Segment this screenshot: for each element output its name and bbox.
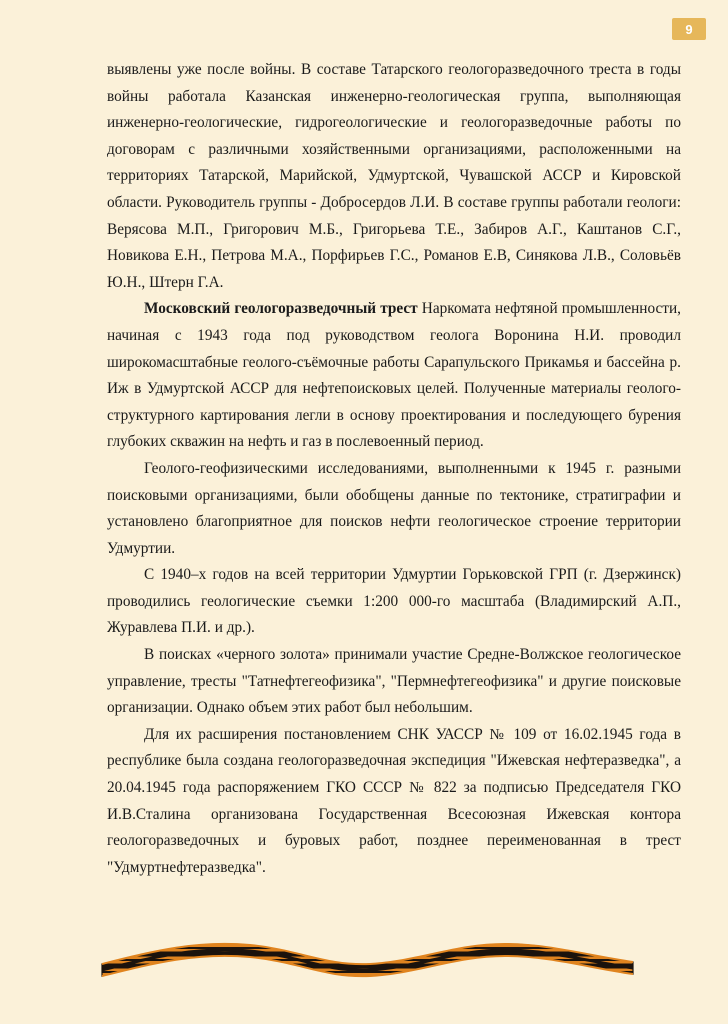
st-george-ribbon-decoration xyxy=(100,930,635,978)
paragraph-4: С 1940–х годов на всей территории Удмуртии Горьковской ГРП (г. Дзержинск) проводились геологические съемки 1:200 000-го масштаба (Владимирский А.П., Журавлева П.И. и др.). xyxy=(107,566,681,637)
paragraph-3: Геолого-геофизическими исследованиями, выполненными к 1945 г. разными поисковыми организациями, были обобщены данные по тектонике, стратиграфии и установлено благоприятное для поисков нефти геологическое строение территории Удмуртии. xyxy=(107,459,681,557)
document-body xyxy=(107,57,681,881)
paragraph-2 xyxy=(107,296,681,456)
paragraph-2-bold: Московский геологоразведочный трест xyxy=(144,300,418,318)
paragraph-1: выявлены уже после войны. В составе Татарского геологоразведочного треста в годы войны работала Казанская инженерно-геологическая группа, выполняющая инженерно-геологические, гидрогеологические и геологоразведочные работы по договорам с различными хозяйственными организациями, расположенными на территориях Татарской, Марийской, Удмуртской, Чувашской АССР и Кировской области. Руководитель группы - Добросердов Л.И. В составе группы работали геологи: Верясова М.П., Григорович М.Б., Григорьева Т.Е., Забиров А.Г., Каштанов С.Г., Новикова Е.Н., Петрова М.А., Порфирьев Г.С., Романов Е.В, Синякова Л.В., Соловьёв Ю.Н., Штерн Г.А. xyxy=(107,61,681,291)
page-number: 9 xyxy=(672,18,706,40)
paragraph-5: В поисках «черного золота» принимали участие Средне-Волжское геологическое управление, тресты "Татнефтегеофизика", "Пермнефтегеофизика" и другие поисковые организации. Однако объем этих работ был небольшим. xyxy=(107,646,681,717)
paragraph-2-text: Наркомата нефтяной промышленности, начиная с 1943 года под руководством геолога Воронина Н.И. проводил широкомасштабные геолого-съёмочные работы Сарапульского Прикамья и бассейна р. Иж в Удмуртской АССР для нефтепоисковых целей. Полученные материалы геолого-структурного картирования легли в основу проектирования и последующего бурения глубоких скважин на нефть и газ в послевоенный период. xyxy=(107,300,681,451)
paragraph-6: Для их расширения постановлением СНК УАССР № 109 от 16.02.1945 года в республике была создана геологоразведочная экспедиция "Ижевская нефтеразведка", а 20.04.1945 года распоряжением ГКО СССР № 822 за подписью Председателя ГКО И.В.Сталина организована Государственная Всесоюзная Ижевская контора геологоразведочных и буровых работ, позднее переименованная в трест "Удмуртнефтеразведка". xyxy=(107,725,681,876)
